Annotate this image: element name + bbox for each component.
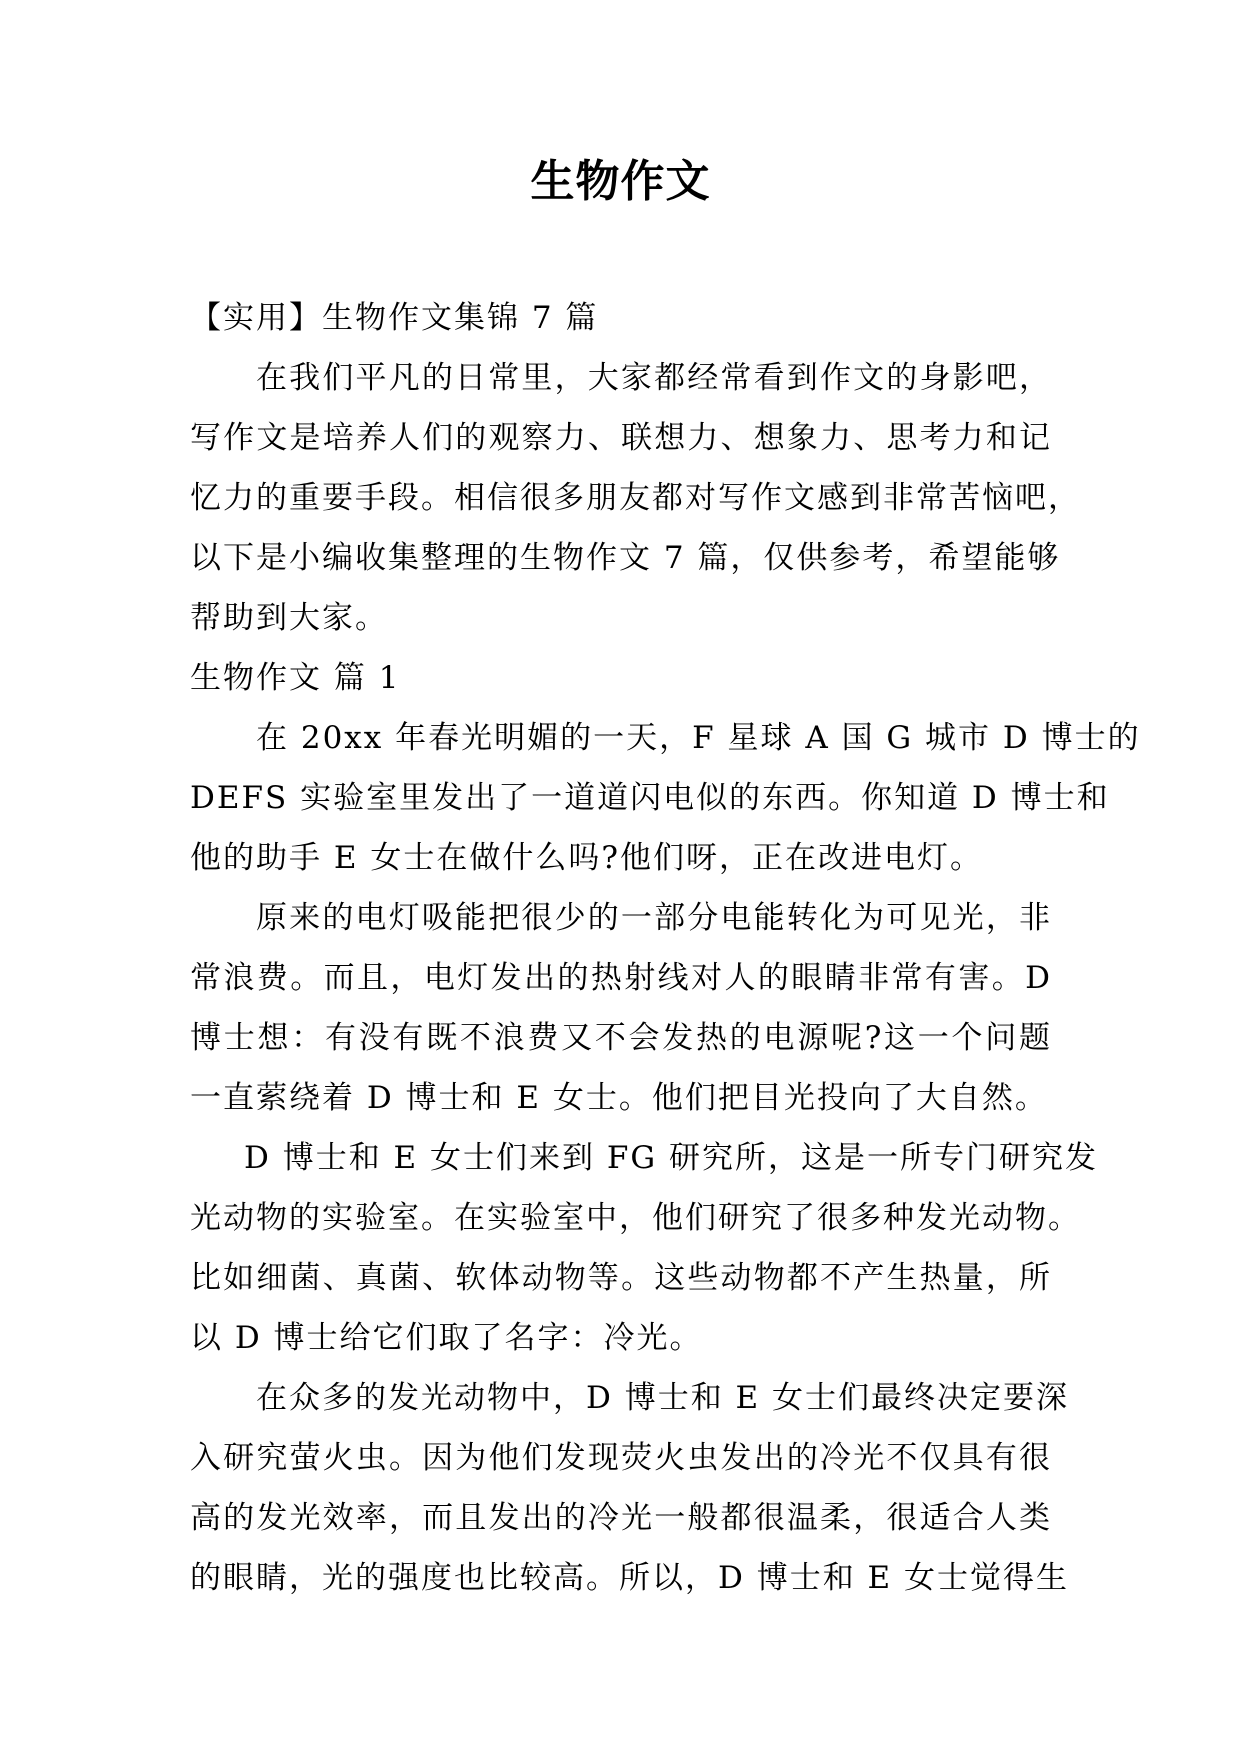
document-body [190,288,1141,1608]
paragraph-line: 入研究萤火虫。因为他们发现荧火虫发出的冷光不仅具有很 [190,1440,1052,1476]
paragraph-line: 的眼睛，光的强度也比较高。所以，D 博士和 E 女士觉得生 [190,1560,1070,1596]
paragraph [190,888,1052,1128]
paragraph-line: DEFS 实验室里发出了一道道闪电似的东西。你知道 D 博士和 [190,780,1110,816]
paragraph-line: 以 D 博士给它们取了名字：冷光。 [190,1320,703,1356]
paragraph-line: 光动物的实验室。在实验室中，他们研究了很多种发光动物。 [190,1200,1081,1236]
paragraph-line: 他的助手 E 女士在做什么吗?他们呀，正在改进电灯。 [190,840,983,876]
paragraph-line: 常浪费。而且，电灯发出的热射线对人的眼睛非常有害。D [190,960,1052,996]
paragraph-line: 在我们平凡的日常里，大家都经常看到作文的身影吧， [256,360,1052,396]
paragraph-line: 在 20xx 年春光明媚的一天，F 星球 A 国 G 城市 D 博士的 [256,720,1141,756]
paragraph-line: 博士想：有没有既不浪费又不会发热的电源呢?这一个问题 [190,1020,1052,1056]
paragraph-line: 高的发光效率，而且发出的冷光一般都很温柔，很适合人类 [190,1500,1052,1536]
paragraph [190,708,1141,888]
paragraph-line: 写作文是培养人们的观察力、联想力、想象力、思考力和记 [190,420,1052,456]
paragraph-line: 在众多的发光动物中，D 博士和 E 女士们最终决定要深 [256,1380,1070,1416]
paragraph-line: 以下是小编收集整理的生物作文 7 篇，仅供参考，希望能够 [190,540,1061,576]
paragraph-line: 忆力的重要手段。相信很多朋友都对写作文感到非常苦恼吧， [190,480,1081,516]
paragraph-line: 比如细菌、真菌、软体动物等。这些动物都不产生热量，所 [190,1260,1052,1296]
paragraph-line: 一直萦绕着 D 博士和 E 女士。他们把目光投向了大自然。 [190,1080,1048,1116]
paragraph-line: 帮助到大家。 [190,600,388,636]
document-subtitle: 【实用】生物作文集锦 7 篇 [190,300,599,336]
paragraph [190,1368,1070,1608]
document-title: 生物作文 [530,156,711,207]
paragraph [190,1128,1099,1368]
paragraph-line: 原来的电灯吸能把很少的一部分电能转化为可见光，非 [256,900,1052,936]
paragraph-intro [190,348,1081,648]
section-heading: 生物作文 篇 1 [190,660,401,696]
paragraph-line: D 博士和 E 女士们来到 FG 研究所，这是一所专门研究发 [244,1140,1099,1176]
